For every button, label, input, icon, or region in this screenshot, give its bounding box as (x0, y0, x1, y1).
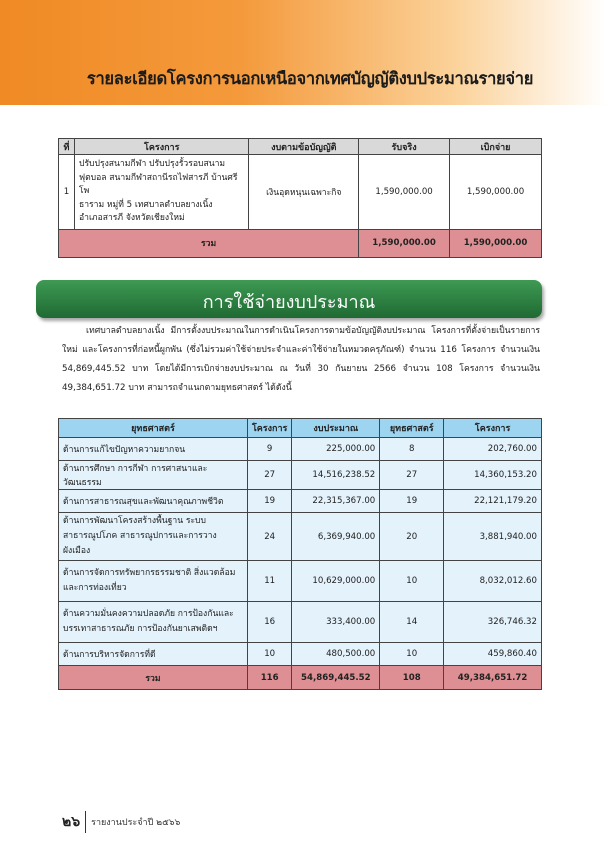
total-label: รวม (59, 229, 359, 257)
table-row (59, 438, 542, 461)
budget-value: 6,369,940.00 (292, 513, 380, 561)
strategy-name (59, 461, 248, 490)
spent-value: 459,860.40 (444, 643, 542, 666)
strategy-name (59, 561, 248, 602)
row-no: 1 (59, 155, 75, 230)
total-label: รวม (59, 666, 248, 690)
projects-count: 10 (247, 643, 291, 666)
strategy-name (59, 602, 248, 643)
total-row (59, 229, 542, 257)
strategy-line: ด้านการสาธารณสุขและพัฒนาคุณภาพชีวิต (63, 497, 224, 507)
projects-count: 16 (247, 602, 291, 643)
projects-count: 27 (247, 461, 291, 490)
strategy-projects-count: 8 (380, 438, 444, 461)
row-budget: เงินอุดหนุนเฉพาะกิจ (249, 155, 359, 230)
table-header-row (59, 419, 542, 438)
table-row (59, 602, 542, 643)
budget-value: 225,000.00 (292, 438, 380, 461)
strategy-projects-count: 19 (380, 490, 444, 513)
strategy-line: ด้านการจัดการทรัพยากรธรรมชาติ สิ่งแวดล้อม (63, 568, 236, 578)
row-disbursed: 1,590,000.00 (450, 155, 542, 230)
total-row (59, 666, 542, 690)
page-title: รายละเอียดโครงการนอกเหนือจากเทศบัญญัติงบประมาณรายจ่าย (86, 69, 534, 88)
strategy-line: บรรเทาสาธารณภัย การป้องกันยาเสพติดฯ (63, 624, 218, 634)
project-line: ธาราม หมู่ที่ 5 เทศบาลตำบลยางเนิ้ง (78, 199, 213, 210)
strategy-projects-count: 14 (380, 602, 444, 643)
page-number: ๒๖ (62, 811, 86, 833)
strategy-name (59, 643, 248, 666)
budget-value: 10,629,000.00 (292, 561, 380, 602)
table-row (59, 461, 542, 490)
col-header-budget: งบประมาณ (292, 419, 380, 438)
spent-value: 202,760.00 (444, 438, 542, 461)
strategy-table (58, 418, 542, 690)
strategy-line: และการท่องเที่ยว (63, 583, 127, 593)
strategy-line: สาธารณูปโภค สาธารณูปการและการวางผังเมือง (63, 531, 217, 556)
col-header-budget: งบตามข้อบัญญัติ (249, 139, 359, 155)
total-disbursed: 1,590,000.00 (450, 229, 542, 257)
col-header-project: โครงการ (74, 139, 248, 155)
projects-count: 9 (247, 438, 291, 461)
spent-value: 22,121,179.20 (444, 490, 542, 513)
page-footer (62, 811, 180, 833)
strategy-name (59, 438, 248, 461)
project-line: ปรับปรุงสนามกีฬา ปรับปรุงรั้วรอบสนาม (78, 159, 226, 169)
projects-count: 11 (247, 561, 291, 602)
total-spent: 49,384,651.72 (444, 666, 542, 690)
table-row (59, 643, 542, 666)
section-banner (36, 280, 542, 318)
total-strategy-projects: 108 (380, 666, 444, 690)
strategy-projects-count: 10 (380, 561, 444, 602)
strategy-line: ด้านการบริหารจัดการที่ดี (63, 650, 156, 660)
strategy-line: ด้านความมั่นคงความปลอดภัย การป้องกันและ (63, 609, 234, 619)
strategy-projects-count: 20 (380, 513, 444, 561)
col-header-strategy: ยุทธศาสตร์ (59, 419, 248, 438)
table-row (59, 561, 542, 602)
total-budget: 54,869,445.52 (292, 666, 380, 690)
total-received: 1,590,000.00 (359, 229, 450, 257)
section-title: การใช้จ่ายงบประมาณ (202, 292, 376, 313)
table-row (59, 513, 542, 561)
projects-count: 19 (247, 490, 291, 513)
spent-value: 326,746.32 (444, 602, 542, 643)
header-band (0, 0, 606, 105)
row-received: 1,590,000.00 (359, 155, 450, 230)
budget-value: 14,516,238.52 (292, 461, 380, 490)
col-header-disbursed: เบิกจ่าย (450, 139, 542, 155)
row-project (74, 155, 248, 230)
table-row (59, 490, 542, 513)
col-header-projects: โครงการ (247, 419, 291, 438)
spent-value: 14,360,153.20 (444, 461, 542, 490)
strategy-projects-count: 10 (380, 643, 444, 666)
strategy-name (59, 490, 248, 513)
spent-value: 8,032,012.60 (444, 561, 542, 602)
strategy-line: ด้านการพัฒนาโครงสร้างพื้นฐาน ระบบ (63, 516, 206, 526)
project-line: อำเภอสารภี จังหวัดเชียงใหม่ (78, 213, 185, 223)
report-label: รายงานประจำปี ๒๕๖๖ (91, 818, 181, 828)
table-header-row (59, 139, 542, 155)
budget-value: 22,315,367.00 (292, 490, 380, 513)
budget-value: 333,400.00 (292, 602, 380, 643)
summary-paragraph: เทศบาลตำบลยางเนิ้ง มีการตั้งงบประมาณในการดำเนินโครงการตามข้อบัญญัติงบประมาณ โครงการที่ตั้งจ่ายเป็นรายการใหม่ และโครงการที่ก่อหนี้ผูกพัน (ซึ่งไม่รวมค่าใช้จ่ายประจำและค่าใช้จ่ายในหมวดครุภัณฑ์) จำนวน 116 โครงการ จำนวนเงิน 54,869,445.52 บาท โดยได้มีการเบิกจ่ายงบประมาณ ณ วันที่ 30 กันยายน 2566 จำนวน 108 โครงการ จำนวนเงิน 49,384,651.72 บาท สามารถจำแนกตามยุทธศาสตร์ ได้ดังนี้ (62, 326, 540, 393)
col-header-received: รับจริง (359, 139, 450, 155)
table-row (59, 155, 542, 230)
strategy-projects-count: 27 (380, 461, 444, 490)
strategy-line: ด้านการแก้ไขปัญหาความยากจน (63, 445, 186, 455)
project-table (58, 138, 542, 258)
project-line: ฟุตบอล สนามกีฬาสถานีรถไฟสารภี บ้านศรีโพ (78, 172, 238, 196)
spent-value: 3,881,940.00 (444, 513, 542, 561)
strategy-name (59, 513, 248, 561)
col-header-strategy-projects: ยุทธศาสตร์ (380, 419, 444, 438)
budget-value: 480,500.00 (292, 643, 380, 666)
col-header-no: ที่ (59, 139, 75, 155)
strategy-line: ด้านการศึกษา การกีฬา การศาสนาและวัฒนธรรม (63, 464, 208, 488)
total-projects: 116 (247, 666, 291, 690)
col-header-spent: โครงการ (444, 419, 542, 438)
projects-count: 24 (247, 513, 291, 561)
